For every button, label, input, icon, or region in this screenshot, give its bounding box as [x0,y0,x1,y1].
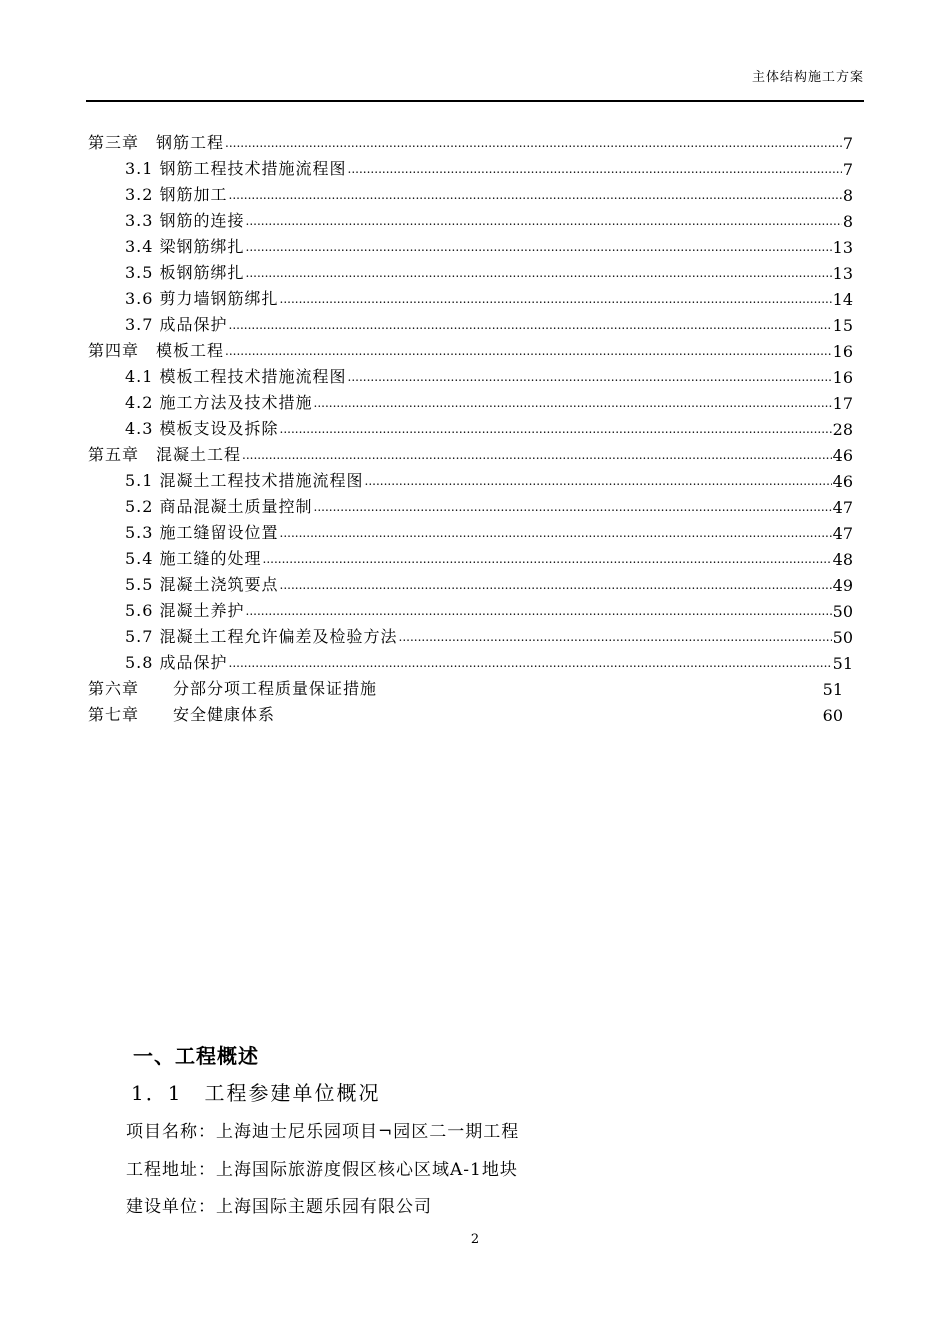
toc-entry-label: 5.3 施工缝留设位置 [125,523,279,542]
toc-entry-label: 5.7 混凝土工程允许偏差及检验方法 [125,627,398,646]
toc-entry-label: 5.8 成品保护 [125,653,228,672]
toc-entry-label: 第六章 分部分项工程质量保证措施 [88,679,378,698]
toc-entry-page: 7 [842,160,853,179]
toc-entry-label: 3.6 剪力墙钢筋绑扎 [125,289,279,308]
toc-entry-label: 4.1 模板工程技术措施流程图 [125,367,347,386]
toc-entry-page: 49 [832,576,853,595]
toc-entry-page: 17 [832,394,853,413]
toc-entry-page: 16 [832,342,853,361]
toc-entry[interactable] [88,569,853,595]
toc-entry-label: 4.3 模板支设及拆除 [125,419,279,438]
toc-entry-page: 51 [832,654,853,673]
toc-entry-label: 3.5 板钢筋绑扎 [125,263,245,282]
toc-entry-label: 第五章 混凝土工程 [88,445,242,464]
toc-entry-page: 51 [822,680,843,699]
toc-entry-page: 16 [832,368,853,387]
toc-entry[interactable] [88,647,853,673]
toc-dot-leader [225,341,832,361]
toc-entry-label: 3.1 钢筋工程技术措施流程图 [125,159,347,178]
toc-entry-label: 3.3 钢筋的连接 [125,211,245,230]
toc-entry-page: 46 [832,472,853,491]
toc-dot-leader [246,237,832,257]
toc-dot-leader [314,497,832,517]
toc-entry[interactable] [88,621,853,647]
toc-dot-leader [225,133,842,153]
toc-entry[interactable] [88,153,853,179]
toc-dot-leader [246,263,832,283]
toc-dot-leader [242,445,832,465]
toc-dot-leader [399,627,832,647]
toc-entry-page: 47 [832,524,853,543]
toc-entry[interactable] [88,283,853,309]
toc-entry-label: 4.2 施工方法及技术措施 [125,393,313,412]
toc-entry[interactable] [88,595,853,621]
client-unit-line: 建设单位：上海国际主题乐园有限公司 [126,1197,432,1217]
page-number: 2 [470,1232,480,1247]
toc-entry[interactable] [88,179,853,205]
toc-dot-leader [348,159,842,179]
toc-entry-label: 第三章 钢筋工程 [88,133,225,152]
toc-entry-page: 13 [832,238,853,257]
toc-dot-leader [365,471,832,491]
toc-dot-leader [280,419,832,439]
toc-entry-label: 第四章 模板工程 [88,341,225,360]
toc-entry-page: 8 [842,212,853,231]
toc-entry-page: 46 [832,446,853,465]
toc-dot-leader [229,185,842,205]
toc-entry-label: 5.5 混凝土浇筑要点 [125,575,279,594]
project-name-line: 项目名称：上海迪士尼乐园项目¬园区二一期工程 [126,1122,520,1142]
toc-entry-page: 8 [842,186,853,205]
toc-entry[interactable] [88,699,853,725]
toc-dot-leader [280,575,832,595]
toc-entry-page: 50 [832,628,853,647]
toc-entry-label: 5.2 商品混凝土质量控制 [125,497,313,516]
header-title: 主体结构施工方案 [751,70,864,85]
toc-dot-leader [246,211,842,231]
toc-dot-leader [246,601,832,621]
toc-entry-label: 3.4 梁钢筋绑扎 [125,237,245,256]
toc-entry-label: 5.6 混凝土养护 [125,601,245,620]
toc-entry[interactable] [88,361,853,387]
toc-dot-leader [280,523,832,543]
toc-entry-label: 3.2 钢筋加工 [125,185,228,204]
toc-entry[interactable] [88,127,853,153]
toc-dot-leader [314,393,832,413]
project-address-line: 工程地址：上海国际旅游度假区核心区域A-1地块 [126,1160,518,1180]
toc-entry-page: 7 [842,134,853,153]
section-heading: 一、工程概述 [133,1044,259,1068]
toc-entry[interactable] [88,517,853,543]
toc-dot-leader [263,549,832,569]
toc-entry[interactable] [88,439,853,465]
toc-entry[interactable] [88,257,853,283]
toc-entry-label: 5.1 混凝土工程技术措施流程图 [125,471,364,490]
header-rule [86,100,864,102]
toc-entry-page: 47 [832,498,853,517]
toc-entry-page: 60 [822,706,843,725]
toc-entry-page: 28 [832,420,853,439]
toc-entry[interactable] [88,231,853,257]
toc-entry-page: 50 [832,602,853,621]
toc-entry[interactable] [88,491,853,517]
toc-entry-label: 第七章 安全健康体系 [88,705,276,724]
toc-entry-page: 48 [832,550,853,569]
toc-dot-leader [229,315,832,335]
toc-dot-leader [348,367,832,387]
toc-entry[interactable] [88,413,853,439]
toc-entry-page: 14 [832,290,853,309]
toc-entry[interactable] [88,205,853,231]
toc-entry-label: 3.7 成品保护 [125,315,228,334]
toc-entry[interactable] [88,465,853,491]
toc-entry[interactable] [88,387,853,413]
toc-entry-label: 5.4 施工缝的处理 [125,549,262,568]
subsection-heading: 1．1 工程参建单位概况 [131,1081,381,1105]
toc-dot-leader [229,653,832,673]
table-of-contents [88,127,853,725]
toc-dot-leader [280,289,832,309]
toc-entry-page: 15 [832,316,853,335]
toc-entry[interactable] [88,335,853,361]
toc-entry[interactable] [88,673,853,699]
toc-entry-page: 13 [832,264,853,283]
toc-entry[interactable] [88,543,853,569]
toc-entry[interactable] [88,309,853,335]
